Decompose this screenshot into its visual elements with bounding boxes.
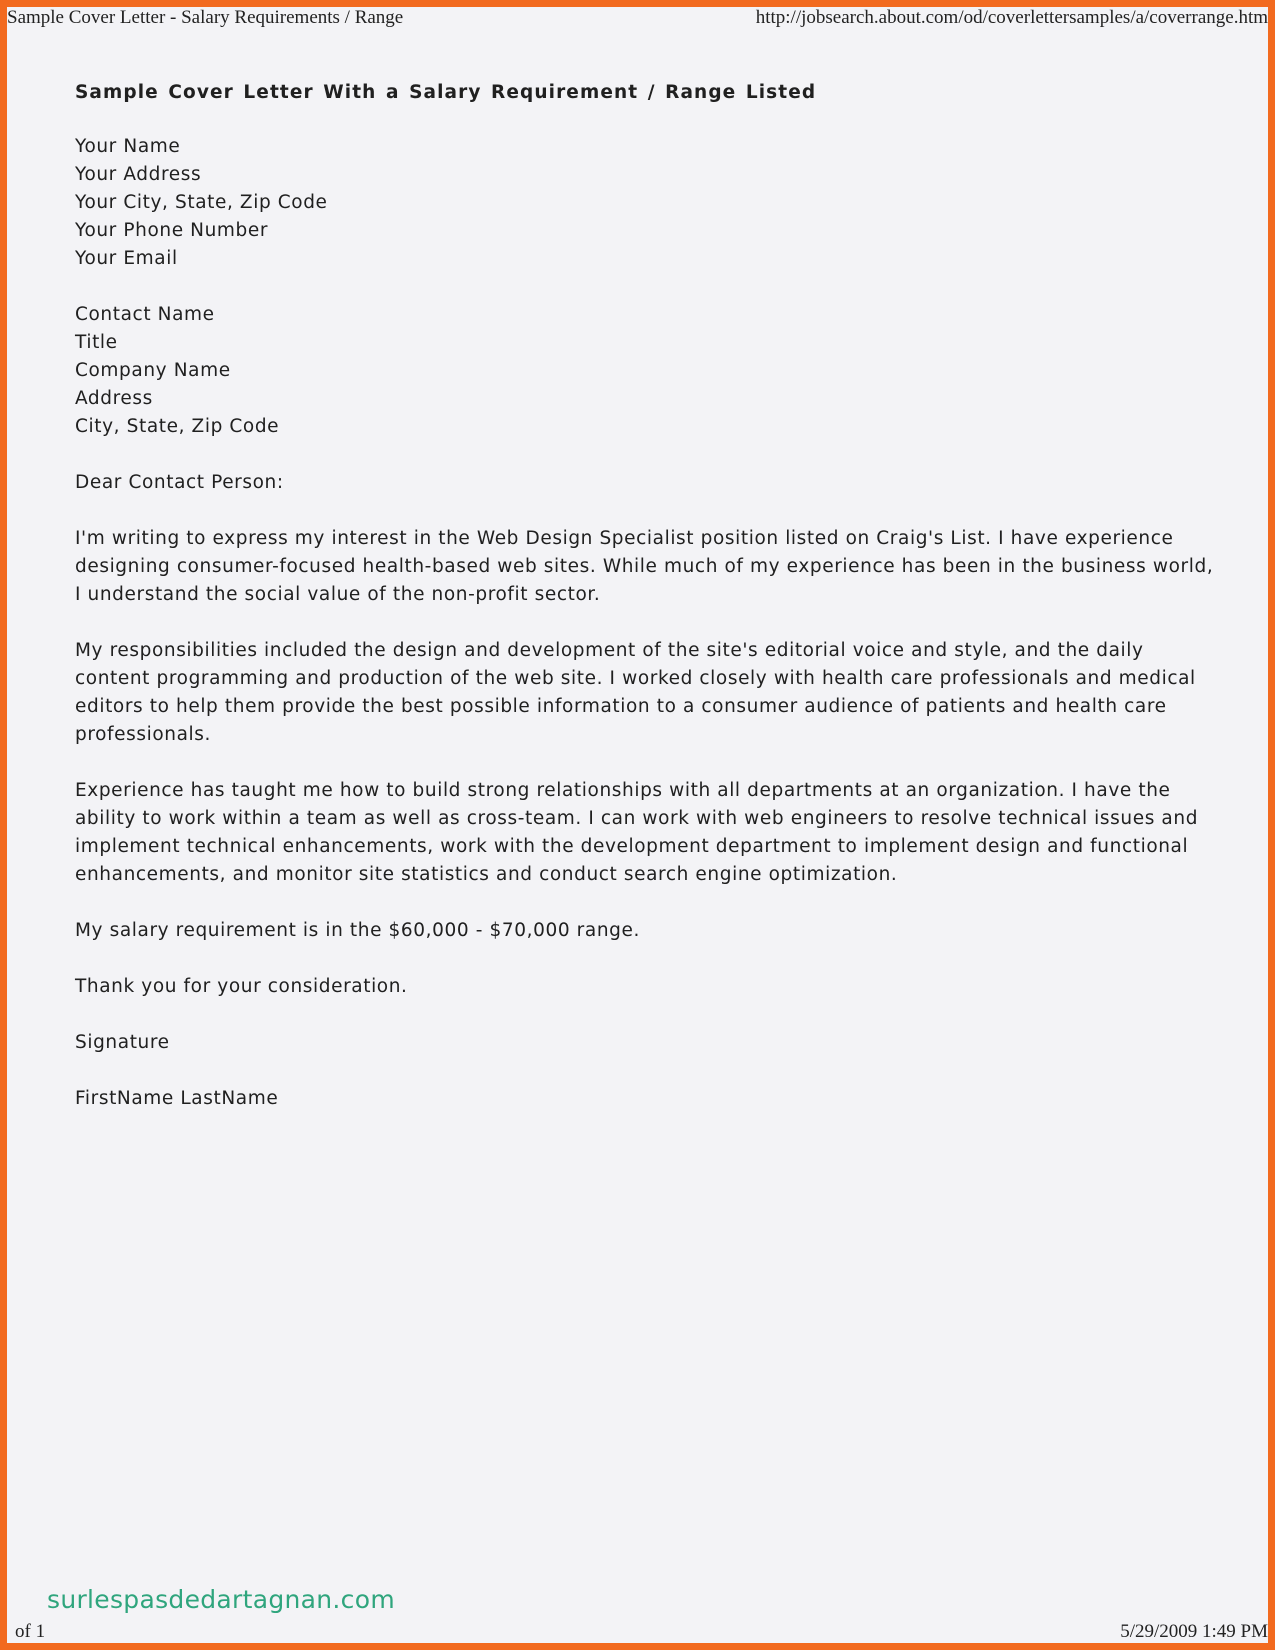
sender-phone: Your Phone Number <box>75 220 269 241</box>
salutation-text: Dear Contact Person: <box>75 472 284 493</box>
letter-title: Sample Cover Letter With a Salary Requirement / Range Listed <box>75 82 817 103</box>
print-footer-timestamp: 5/29/2009 1:49 PM <box>1120 1621 1268 1642</box>
signature-label: Signature <box>75 1032 170 1053</box>
recipient-company: Company Name <box>75 360 231 381</box>
paragraph-thanks: Thank you for your consideration. <box>75 976 408 997</box>
sender-city-state-zip: Your City, State, Zip Code <box>75 192 328 213</box>
sender-name: Your Name <box>75 136 181 157</box>
paragraph-salary: My salary requirement is in the $60,000 - $70,000 range. <box>75 920 640 941</box>
sender-email: Your Email <box>75 248 178 269</box>
paragraph-experience: Experience has taught me how to build strong relationships with all departments at an organization. I have the ability to work within a team as well as cross-team. I can work with web engineers to resolve technical issues and implement technical enhancements, work with the development department to implement design and functional enhancements, and monitor site statistics and conduct search engine optimization. <box>75 780 1199 885</box>
recipient-title: Title <box>75 332 118 353</box>
watermark-text: surlespasdedartagnan.com <box>47 1585 395 1614</box>
recipient-address <box>75 301 1215 441</box>
letter-body <box>75 79 1215 1113</box>
print-header-title: Sample Cover Letter - Salary Requirements / Range <box>7 7 404 28</box>
recipient-contact-name: Contact Name <box>75 304 215 325</box>
signer-name: FirstName LastName <box>75 1088 279 1109</box>
print-header-url: http://jobsearch.about.com/od/coverlettersamples/a/coverrange.htm <box>755 7 1268 28</box>
paragraph-responsibilities: My responsibilities included the design and development of the site's editorial voice and style, and the daily content programming and production of the web site. I worked closely with health care professionals and medical editors to help them provide the best possible information to a consumer audience of patients and health care professionals. <box>75 640 1196 745</box>
print-footer-page: of 1 <box>15 1621 46 1642</box>
recipient-city-state-zip: City, State, Zip Code <box>75 416 280 437</box>
paragraph-interest: I'm writing to express my interest in the Web Design Specialist position listed on Craig's List. I have experience designing consumer-focused health-based web sites. While much of my experience has been in the business world, I understand the social value of the non-profit sector. <box>75 528 1214 605</box>
sender-address <box>75 133 1215 273</box>
salutation <box>75 469 1215 497</box>
signer-block <box>75 1085 1215 1113</box>
signature-block <box>75 1029 1215 1057</box>
sender-address-line: Your Address <box>75 164 202 185</box>
recipient-address-line: Address <box>75 388 153 409</box>
